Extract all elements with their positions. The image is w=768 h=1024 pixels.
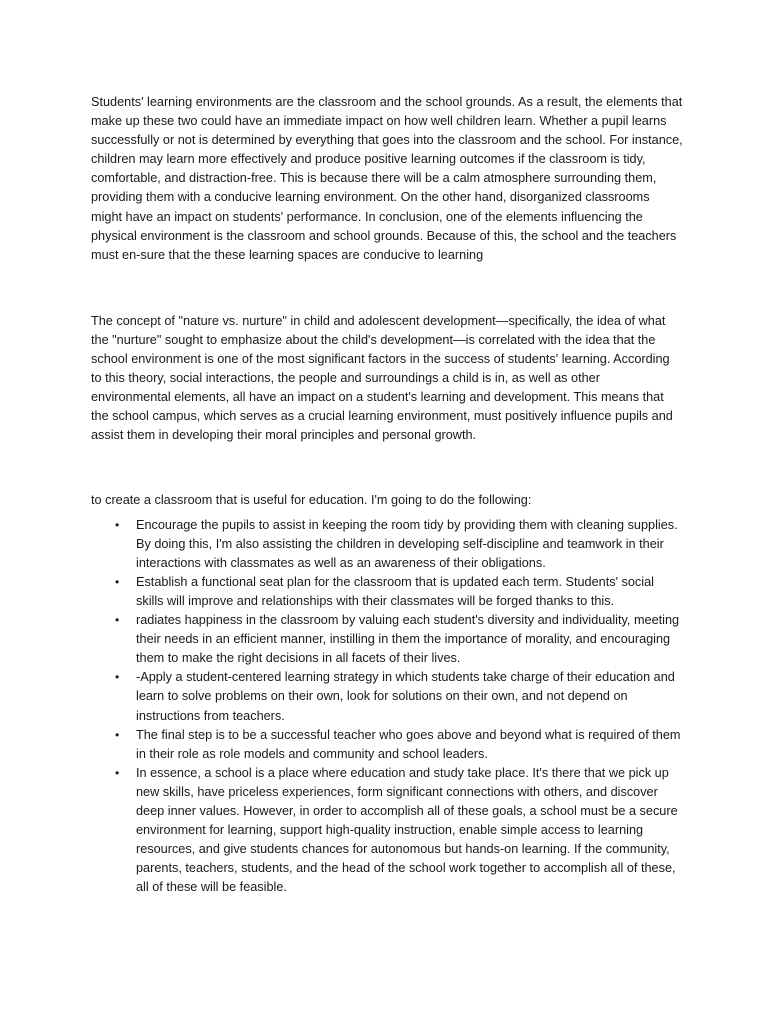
bullet-icon: • [115, 670, 120, 685]
bullet-icon: • [115, 613, 120, 628]
list-intro: to create a classroom that is useful for education. I'm going to do the following: [91, 492, 532, 507]
list-item-text: Encourage the pupils to assist in keeping the room tidy by providing them with cleaning supplies. By doing this, I'm also assisting the children in developing self-discipline and teamwork in their interactions with classmates as well as an awareness of their obligations. [136, 517, 678, 570]
list-item [91, 611, 683, 668]
document-body [91, 93, 683, 897]
bullet-icon: • [115, 727, 120, 742]
list-item-text: The final step is to be a successful teacher who goes above and beyond what is required of them in their role as role models and community and school leaders. [136, 727, 681, 761]
list-item [91, 726, 683, 764]
bullet-icon: • [115, 765, 120, 780]
list-item [91, 668, 683, 725]
list-item [91, 764, 683, 898]
list-item-text: In essence, a school is a place where education and study take place. It's there that we pick up new skills, have priceless experiences, form significant connections with others, and discover deep inner values. However, in order to accomplish all of these goals, a school must be a secure environment for learning, support high-quality instruction, enable simple access to learning resources, and give students chances for autonomous but hands-on learning. If the community, parents, teachers, students, and the head of the school work together to accomplish all of these, all of these will be feasible. [136, 765, 678, 895]
bullet-icon: • [115, 517, 120, 532]
paragraph-learning-environments: Students' learning environments are the classroom and the school grounds. As a result, the elements that make up these two could have an immediate impact on how well children learn. Whether a pupil learns successfully or not is determined by everything that goes into the classroom and the school. For instance, children may learn more effectively and produce positive learning outcomes if the classroom is tidy, comfortable, and distraction-free. This is because there will be a calm atmosphere surrounding them, providing them with a conducive learning environment. On the other hand, disorganized classrooms might have an impact on students' performance. In conclusion, one of the elements influencing the physical environment is the classroom and school grounds. Because of this, the school and the teachers must en-sure that the these learning spaces are conducive to learning [91, 95, 683, 262]
action-list [91, 516, 683, 898]
list-item [91, 573, 683, 611]
list-item-text: -Apply a student-centered learning strategy in which students take charge of their education and learn to solve problems on their own, look for solutions on their own, and not depend on instructions from teachers. [136, 670, 675, 723]
list-item-text: Establish a functional seat plan for the classroom that is updated each term. Students' social skills will improve and relationships with their classmates will be forged thanks to this. [136, 574, 654, 608]
paragraph-nature-vs-nurture: The concept of "nature vs. nurture" in child and adolescent development—specifically, the idea of what the "nurture" sought to emphasize about the child's development—is correlated with the idea that the school environment is one of the most significant factors in the success of students' learning. According to this theory, social interactions, the people and surroundings a child is in, as well as other environmental elements, all have an impact on a student's learning and development. This means that the school campus, which serves as a crucial learning environment, must positively influence pupils and assist them in developing their moral principles and personal growth. [91, 313, 673, 443]
list-item [91, 516, 683, 573]
bullet-icon: • [115, 574, 120, 589]
list-item-text: radiates happiness in the classroom by valuing each student's diversity and individuality, meeting their needs in an efficient manner, instilling in them the importance of morality, and encouraging them to make the right decisions in all facets of their lives. [136, 613, 680, 666]
